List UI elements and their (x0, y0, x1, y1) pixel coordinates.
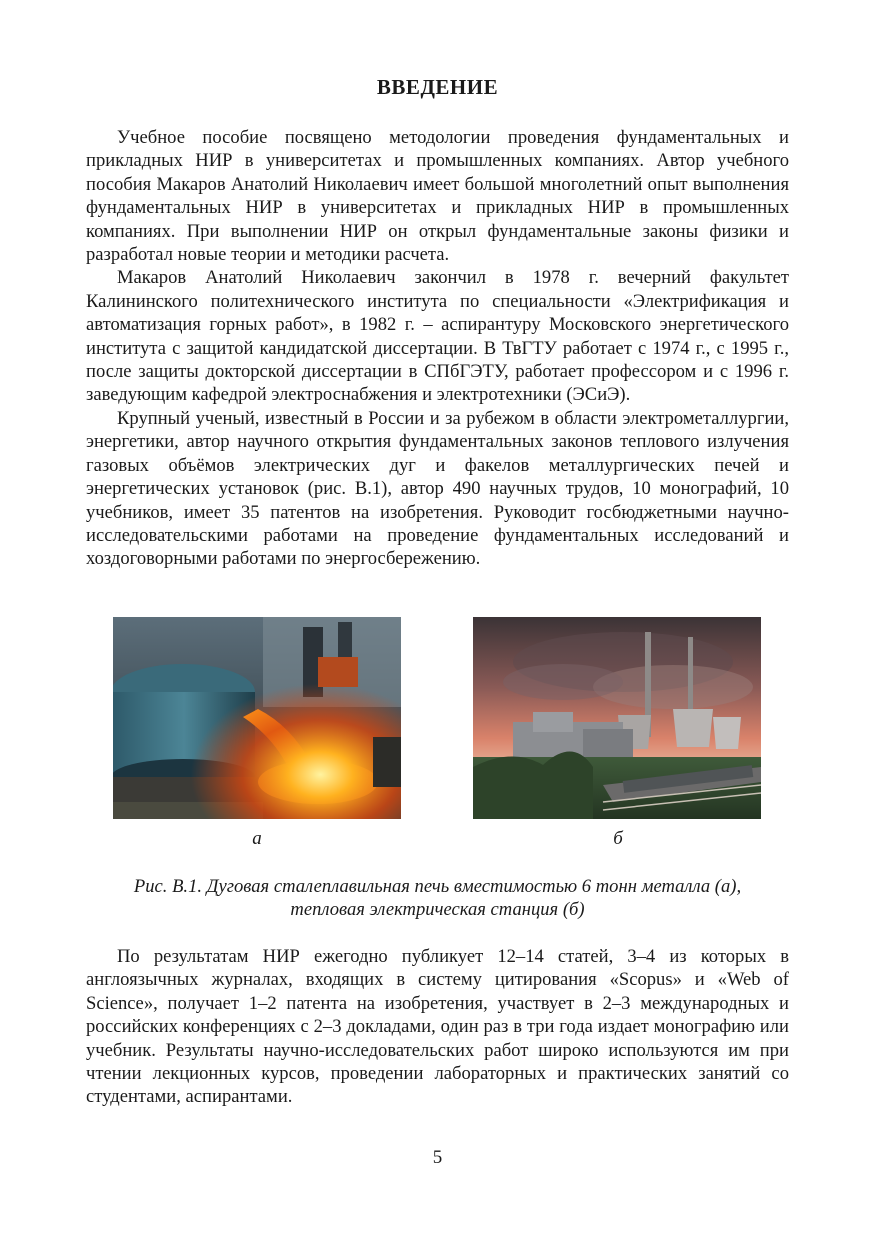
power-station-photo (473, 617, 761, 819)
arc-furnace-photo (113, 617, 401, 819)
page-number: 5 (432, 1147, 443, 1168)
caption-line: Рис. В.1. Дуговая сталеплавильная печь вместимостью 6 тонн металла (а), (133, 876, 742, 897)
figure-label-a: а (252, 828, 262, 849)
paragraph: Макаров Анатолий Николаевич закончил в 1978 г. вечерний факультет Калининского политехнического института по специальности «Электрификация и автоматизация горных работ», в 1982 г. – аспирантуру Московского энергетического института с защитой кандидатской диссертации. В ТвГТУ работает с 1974 г., с 1995 г., после защиты докторской диссертации в СПбГЭТУ, работает профессором и с 1996 г. заведующим кафедрой электроснабжения и электротехники (ЭСиЭ). (86, 267, 789, 406)
paragraph: Крупный ученый, известный в России и за рубежом в области электрометаллургии, энергетики, автор научного открытия фундаментальных законов теплового излучения газовых объёмов электрических дуг и факелов металлургических печей и энергетических установок (рис. В.1), автор 490 научных трудов, 10 монографий, 10 учебников, имеет 35 патентов на изобретения. Руководит госбюджетными научно-исследовательскими работами на проведение фундаментальных исследований и хоздоговорными работами по энергосбережению. (86, 407, 789, 570)
caption-line: тепловая электрическая станция (б) (290, 899, 585, 921)
paragraph: Учебное пособие посвящено методологии проведения фундаментальных и прикладных НИР в университетах и промышленных компаниях. Автор учебного пособия Макаров Анатолий Николаевич имеет большой многолетний опыт выполнения фундаментальных НИР в университетах и прикладных НИР в промышленных компаниях. При выполнении НИР он открыл фундаментальные законы физики и разработал новые теории и методики расчета. (86, 127, 789, 266)
section-title: ВВЕДЕНИЕ (376, 75, 499, 99)
figure-label-b: б (613, 828, 623, 849)
intro-text (86, 126, 789, 571)
figure-caption (86, 875, 789, 922)
closing-text (86, 945, 789, 1109)
paragraph: По результатам НИР ежегодно публикует 12–14 статей, 3–4 из которых в англоязычных журналах, входящих в систему цитирования «Scopus» и «Web of Science», получает 1–2 патента на изобретения, участвует в 2–3 международных и российских конференциях с 2–3 докладами, один раз в три года издает монографию или учебник. Результаты научно-исследовательских работ широко используются им при чтении лекционных курсов, проведении лабораторных и практических занятий со студентами, аспирантами. (86, 946, 789, 1108)
